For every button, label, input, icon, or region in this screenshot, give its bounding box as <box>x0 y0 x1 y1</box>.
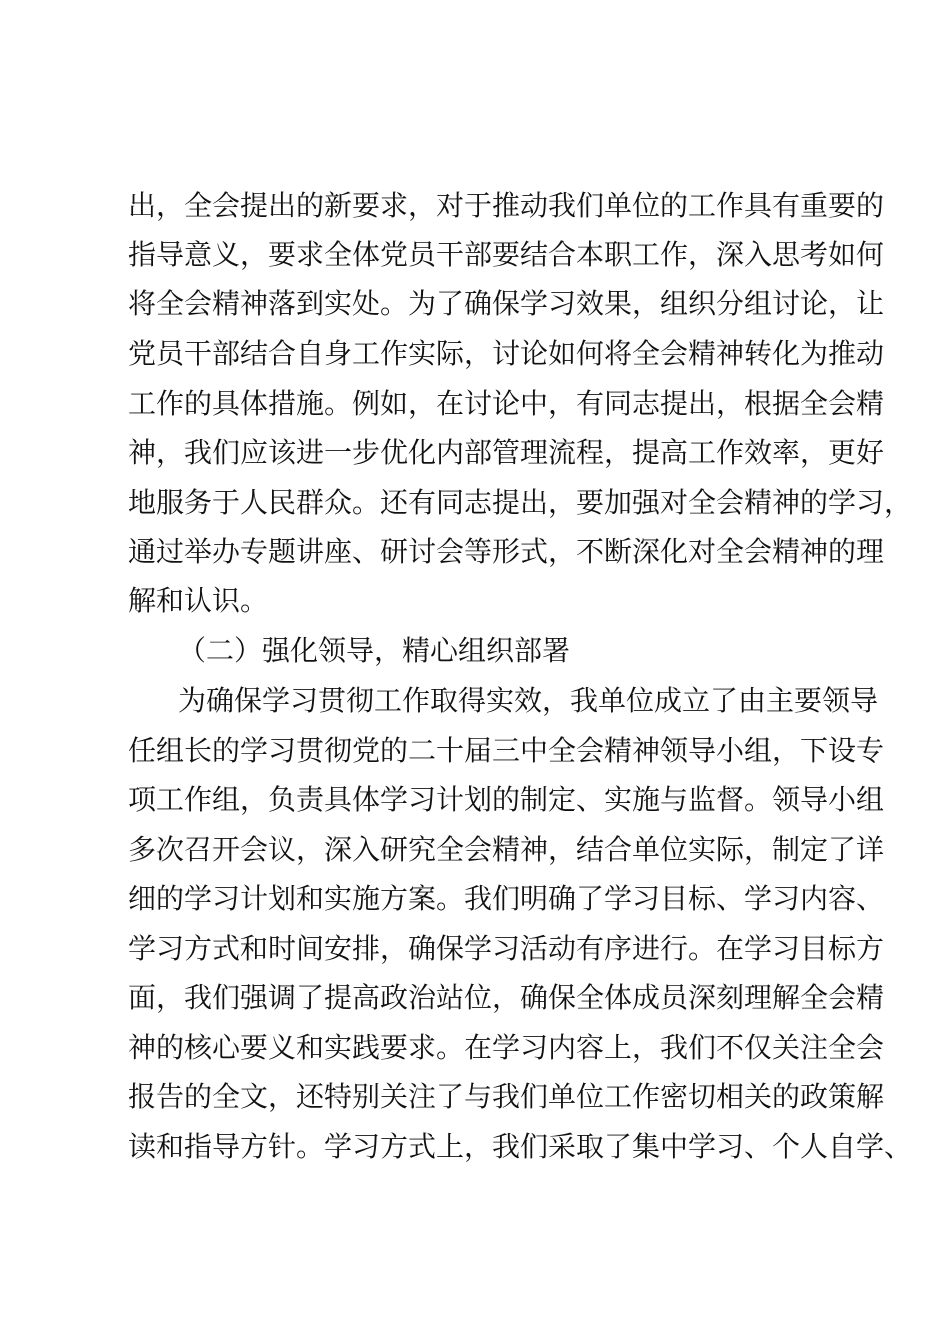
paragraph-1-line-2: 指导意义，要求全体党员干部要结合本职工作，深入思考如何 <box>128 238 885 271</box>
paragraph-1-line-9: 解和认识。 <box>128 584 269 617</box>
paragraph-2-line-2: 任组长的学习贯彻党的二十届三中全会精神领导小组，下设专 <box>128 734 885 767</box>
paragraph-2-line-4: 多次召开会议，深入研究全会精神，结合单位实际，制定了详 <box>128 833 885 866</box>
paragraph-2-line-9: 报告的全文，还特别关注了与我们单位工作密切相关的政策解 <box>128 1080 885 1113</box>
paragraph-2-line-3: 项工作组，负责具体学习计划的制定、实施与监督。领导小组 <box>128 783 885 816</box>
section-heading: （二）强化领导，精心组织部署 <box>178 634 571 667</box>
paragraph-2-line-1: 为确保学习贯彻工作取得实效，我单位成立了由主要领导 <box>178 684 879 717</box>
paragraph-2-line-7: 面，我们强调了提高政治站位，确保全体成员深刻理解全会精 <box>128 981 885 1014</box>
paragraph-1-line-7: 地服务于人民群众。还有同志提出，要加强对全会精神的学习， <box>128 486 913 519</box>
paragraph-1-line-4: 党员干部结合自身工作实际，讨论如何将全会精神转化为推动 <box>128 337 885 370</box>
paragraph-1-line-8: 通过举办专题讲座、研讨会等形式，不断深化对全会精神的理 <box>128 535 885 568</box>
paragraph-2-line-5: 细的学习计划和实施方案。我们明确了学习目标、学习内容、 <box>128 882 885 915</box>
paragraph-1-line-6: 神，我们应该进一步优化内部管理流程，提高工作效率，更好 <box>128 436 885 469</box>
paragraph-1-line-5: 工作的具体措施。例如，在讨论中，有同志提出，根据全会精 <box>128 387 885 420</box>
paragraph-2-line-8: 神的核心要义和实践要求。在学习内容上，我们不仅关注全会 <box>128 1031 885 1064</box>
paragraph-2-line-10: 读和指导方针。学习方式上，我们采取了集中学习、个人自学、 <box>128 1130 913 1163</box>
paragraph-2-line-6: 学习方式和时间安排，确保学习活动有序进行。在学习目标方 <box>128 932 885 965</box>
paragraph-1-line-3: 将全会精神落到实处。为了确保学习效果，组织分组讨论，让 <box>128 287 885 320</box>
paragraph-1-line-1: 出，全会提出的新要求，对于推动我们单位的工作具有重要的 <box>128 189 885 222</box>
